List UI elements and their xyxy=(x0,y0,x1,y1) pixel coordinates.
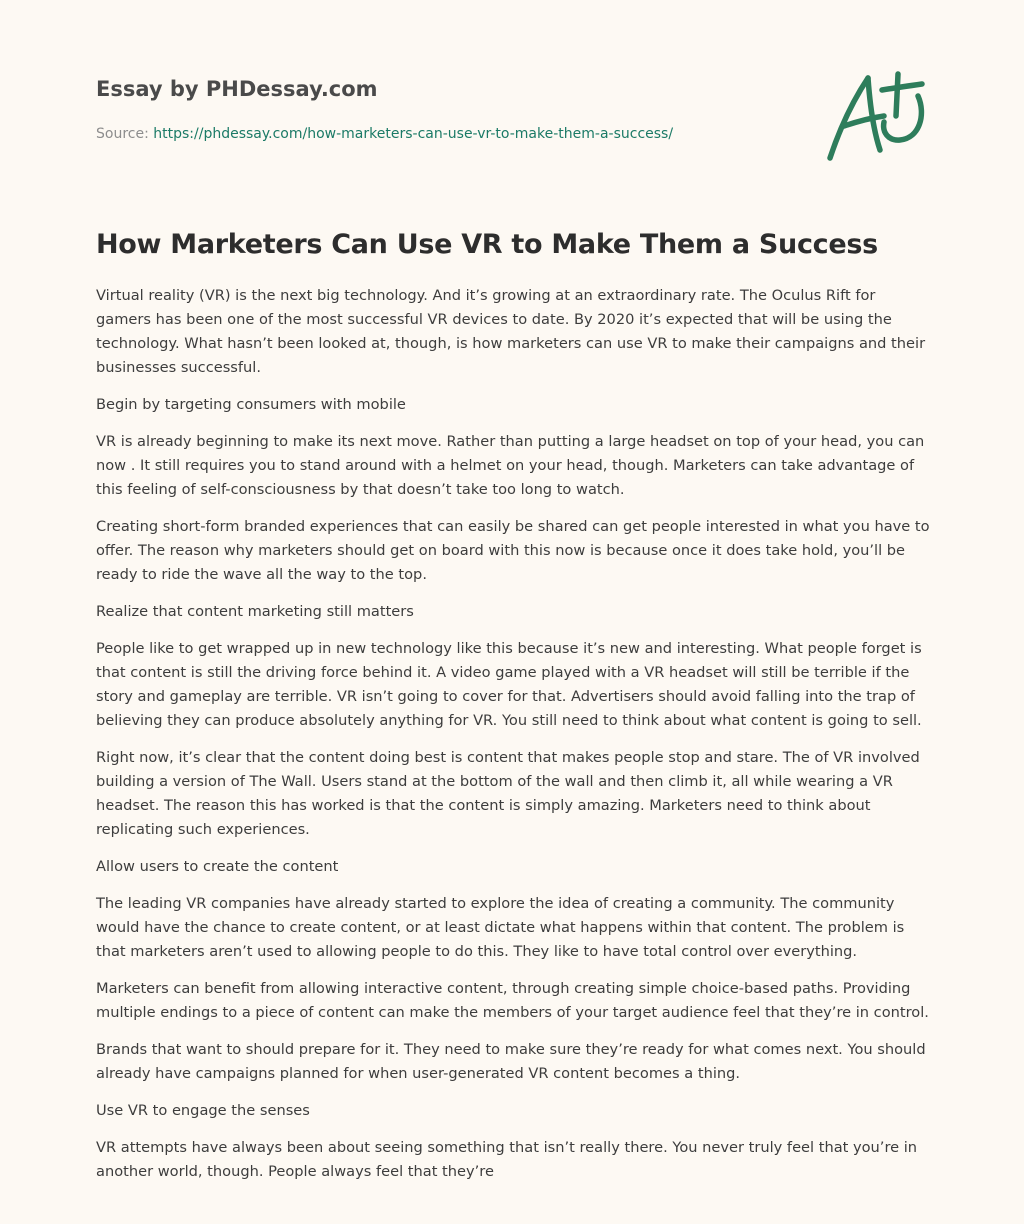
page-header xyxy=(96,74,796,144)
paragraph: Right now, it’s clear that the content doing best is content that makes people stop and stare. The of VR involved building a version of The Wall. Users stand at the bottom of the wall and then climb it, all while wearing a VR headset. The reason this has worked is that the content is simply amazing. Marketers need to think about replicating such experiences. xyxy=(96,749,920,838)
section-heading: Use VR to engage the senses xyxy=(96,1102,310,1119)
site-brand[interactable]: Essay by PHDessay.com xyxy=(96,77,378,101)
paragraph: VR attempts have always been about seeing something that isn’t really there. You never truly feel that you’re in another world, though. People always feel that they’re xyxy=(96,1139,918,1180)
section-heading: Realize that content marketing still matters xyxy=(96,603,414,620)
paragraph: Marketers can benefit from allowing interactive content, through creating simple choice-based paths. Providing multiple endings to a piece of content can make the members of your target audience feel that they’re in control. xyxy=(96,980,929,1021)
article-title: How Marketers Can Use VR to Make Them a Success xyxy=(96,229,878,260)
paragraph: People like to get wrapped up in new technology like this because it’s new and interesting. What people forget is that content is still the driving force behind it. A video game played with a VR headset will still be terrible if the story and gameplay are terrible. VR isn’t going to cover for that. Advertisers should avoid falling into the trap of believing they can produce absolutely anything for VR. You still need to think about what content is going to sell. xyxy=(96,640,922,729)
article-body xyxy=(96,284,934,1197)
paragraph: Virtual reality (VR) is the next big technology. And it’s growing at an extraordinary rate. The Oculus Rift for gamers has been one of the most successful VR devices to date. By 2020 it’s expected that will be using the technology. What hasn’t been looked at, though, is how marketers can use VR to make their campaigns and their businesses successful. xyxy=(96,287,926,376)
section-heading: Begin by targeting consumers with mobile xyxy=(96,396,406,413)
section-heading: Allow users to create the content xyxy=(96,858,339,875)
paragraph: Brands that want to should prepare for it. They need to make sure they’re ready for what comes next. You should already have campaigns planned for when user-generated VR content becomes a thing. xyxy=(96,1041,926,1082)
paragraph: The leading VR companies have already started to explore the idea of creating a community. The community would have the chance to create content, or at least dictate what happens within that content. The problem is that marketers aren’t used to allowing people to do this. They like to have total control over everything. xyxy=(96,895,905,960)
source-line xyxy=(96,124,796,144)
source-label: Source: xyxy=(96,126,149,142)
source-link[interactable]: https://phdessay.com/how-marketers-can-use-vr-to-make-them-a-success/ xyxy=(153,126,674,142)
paragraph: Creating short-form branded experiences that can easily be shared can get people interested in what you have to offer. The reason why marketers should get on board with this now is because once it does take hold, you’ll be ready to ride the wave all the way to the top. xyxy=(96,518,930,583)
paragraph: VR is already beginning to make its next move. Rather than putting a large headset on top of your head, you can now . It still requires you to stand around with a helmet on your head, though. Marketers can take advantage of this feeling of self-consciousness by that doesn’t take too long to watch. xyxy=(96,433,925,498)
a-plus-logo-icon xyxy=(818,66,930,166)
